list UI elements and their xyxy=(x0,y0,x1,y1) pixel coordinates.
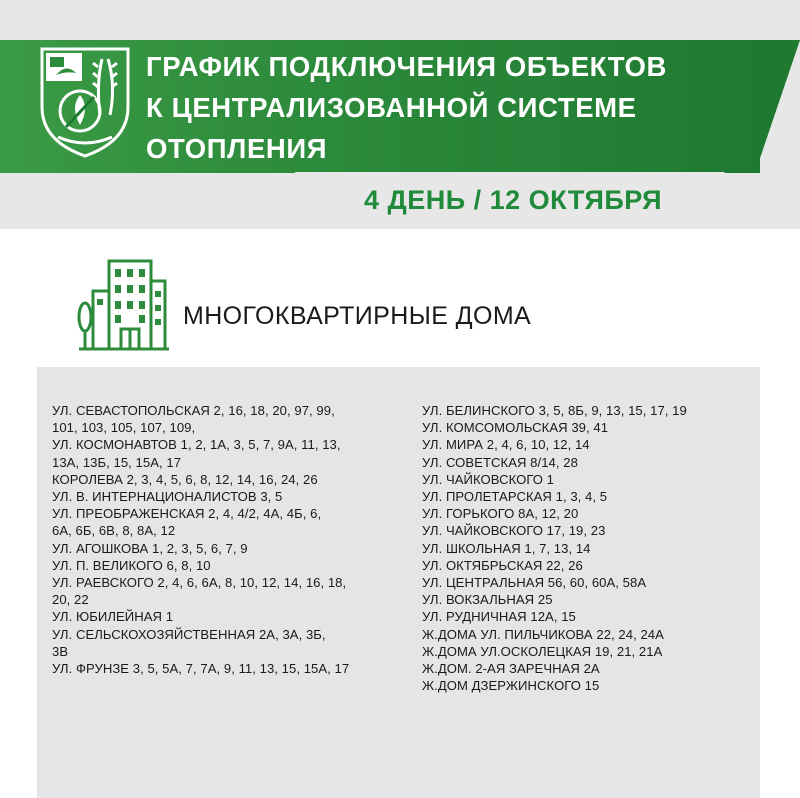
list-item: УЛ. ГОРЬКОГО 8А, 12, 20 xyxy=(422,506,579,522)
apartment-buildings-icon xyxy=(75,255,171,355)
list-item: УЛ. ВОКЗАЛЬНАЯ 25 xyxy=(422,592,553,608)
title-line-1: ГРАФИК ПОДКЛЮЧЕНИЯ ОБЪЕКТОВ xyxy=(146,51,667,82)
list-item: Ж.ДОМА УЛ.ОСКОЛЕЦКАЯ 19, 21, 21А xyxy=(422,643,663,659)
title-line-3: ОТОПЛЕНИЯ xyxy=(146,133,328,164)
list-item: УЛ. ПРОЛЕТАРСКАЯ 1, 3, 4, 5 xyxy=(422,489,608,505)
list-item: 13А, 13Б, 15, 15А, 17 xyxy=(52,454,182,470)
date-label: 4 ДЕНЬ / 12 ОКТЯБРЯ xyxy=(363,185,663,215)
list-item: 101, 103, 105, 107, 109, xyxy=(52,420,196,436)
address-list-right xyxy=(422,402,752,694)
list-item: Ж.ДОМ. 2-АЯ ЗАРЕЧНАЯ 2А xyxy=(422,661,600,677)
list-item: 6А, 6Б, 6В, 8, 8А, 12 xyxy=(52,523,176,539)
list-item: УЛ. ЦЕНТРАЛЬНАЯ 56, 60, 60А, 58А xyxy=(422,575,647,591)
list-item: УЛ. МИРА 2, 4, 6, 10, 12, 14 xyxy=(422,437,590,453)
list-item: 3В xyxy=(52,643,69,659)
address-list-panel xyxy=(37,367,760,798)
list-item: УЛ. ЧАЙКОВСКОГО 1 xyxy=(422,471,555,487)
list-item: УЛ. КОСМОНАВТОВ 1, 2, 1А, 3, 5, 7, 9А, 11, 13, xyxy=(52,437,341,453)
list-item: Ж.ДОМ ДЗЕРЖИНСКОГО 15 xyxy=(422,678,600,694)
title-line-2: К ЦЕНТРАЛИЗОВАННОЙ СИСТЕМЕ xyxy=(146,92,637,123)
section-header xyxy=(75,255,595,355)
list-item: УЛ. СЕВАСТОПОЛЬСКАЯ 2, 16, 18, 20, 97, 99, xyxy=(52,403,335,418)
list-item: УЛ. В. ИНТЕРНАЦИОНАЛИСТОВ 3, 5 xyxy=(52,489,283,505)
list-item: УЛ. ПРЕОБРАЖЕНСКАЯ 2, 4, 4/2, 4А, 4Б, 6, xyxy=(52,506,322,522)
list-item: УЛ. СЕЛЬСКОХОЗЯЙСТВЕННАЯ 2А, 3А, 3Б, xyxy=(52,626,326,642)
section-title: МНОГОКВАРТИРНЫЕ ДОМА xyxy=(183,302,532,330)
list-item: Ж.ДОМА УЛ. ПИЛЬЧИКОВА 22, 24, 24А xyxy=(422,626,664,642)
address-list-left xyxy=(52,402,412,677)
list-item: 20, 22 xyxy=(52,592,89,608)
list-item: УЛ. КОМСОМОЛЬСКАЯ 39, 41 xyxy=(422,420,609,436)
list-item: УЛ. ЮБИЛЕЙНАЯ 1 xyxy=(52,609,174,625)
list-item: УЛ. ШКОЛЬНАЯ 1, 7, 13, 14 xyxy=(422,540,591,556)
list-item: УЛ. БЕЛИНСКОГО 3, 5, 8Б, 9, 13, 15, 17, 19 xyxy=(422,403,687,418)
list-item: УЛ. СОВЕТСКАЯ 8/14, 28 xyxy=(422,454,578,470)
list-item: УЛ. РАЕВСКОГО 2, 4, 6, 6А, 8, 10, 12, 14, 16, 18, xyxy=(52,575,347,591)
list-item: КОРОЛЕВА 2, 3, 4, 5, 6, 8, 12, 14, 16, 24, 26 xyxy=(52,471,318,487)
list-item: УЛ. РУДНИЧНАЯ 12А, 15 xyxy=(422,609,576,625)
page-title xyxy=(146,46,786,169)
coat-of-arms-icon xyxy=(36,45,134,160)
list-item: УЛ. ОКТЯБРЬСКАЯ 22, 26 xyxy=(422,557,583,573)
list-item: УЛ. ФРУНЗЕ 3, 5, 5А, 7, 7А, 9, 11, 13, 15, 15А, 17 xyxy=(52,661,350,677)
list-item: УЛ. П. ВЕЛИКОГО 6, 8, 10 xyxy=(52,557,211,573)
list-item: УЛ. АГОШКОВА 1, 2, 3, 5, 6, 7, 9 xyxy=(52,540,248,556)
list-item: УЛ. ЧАЙКОВСКОГО 17, 19, 23 xyxy=(422,523,606,539)
